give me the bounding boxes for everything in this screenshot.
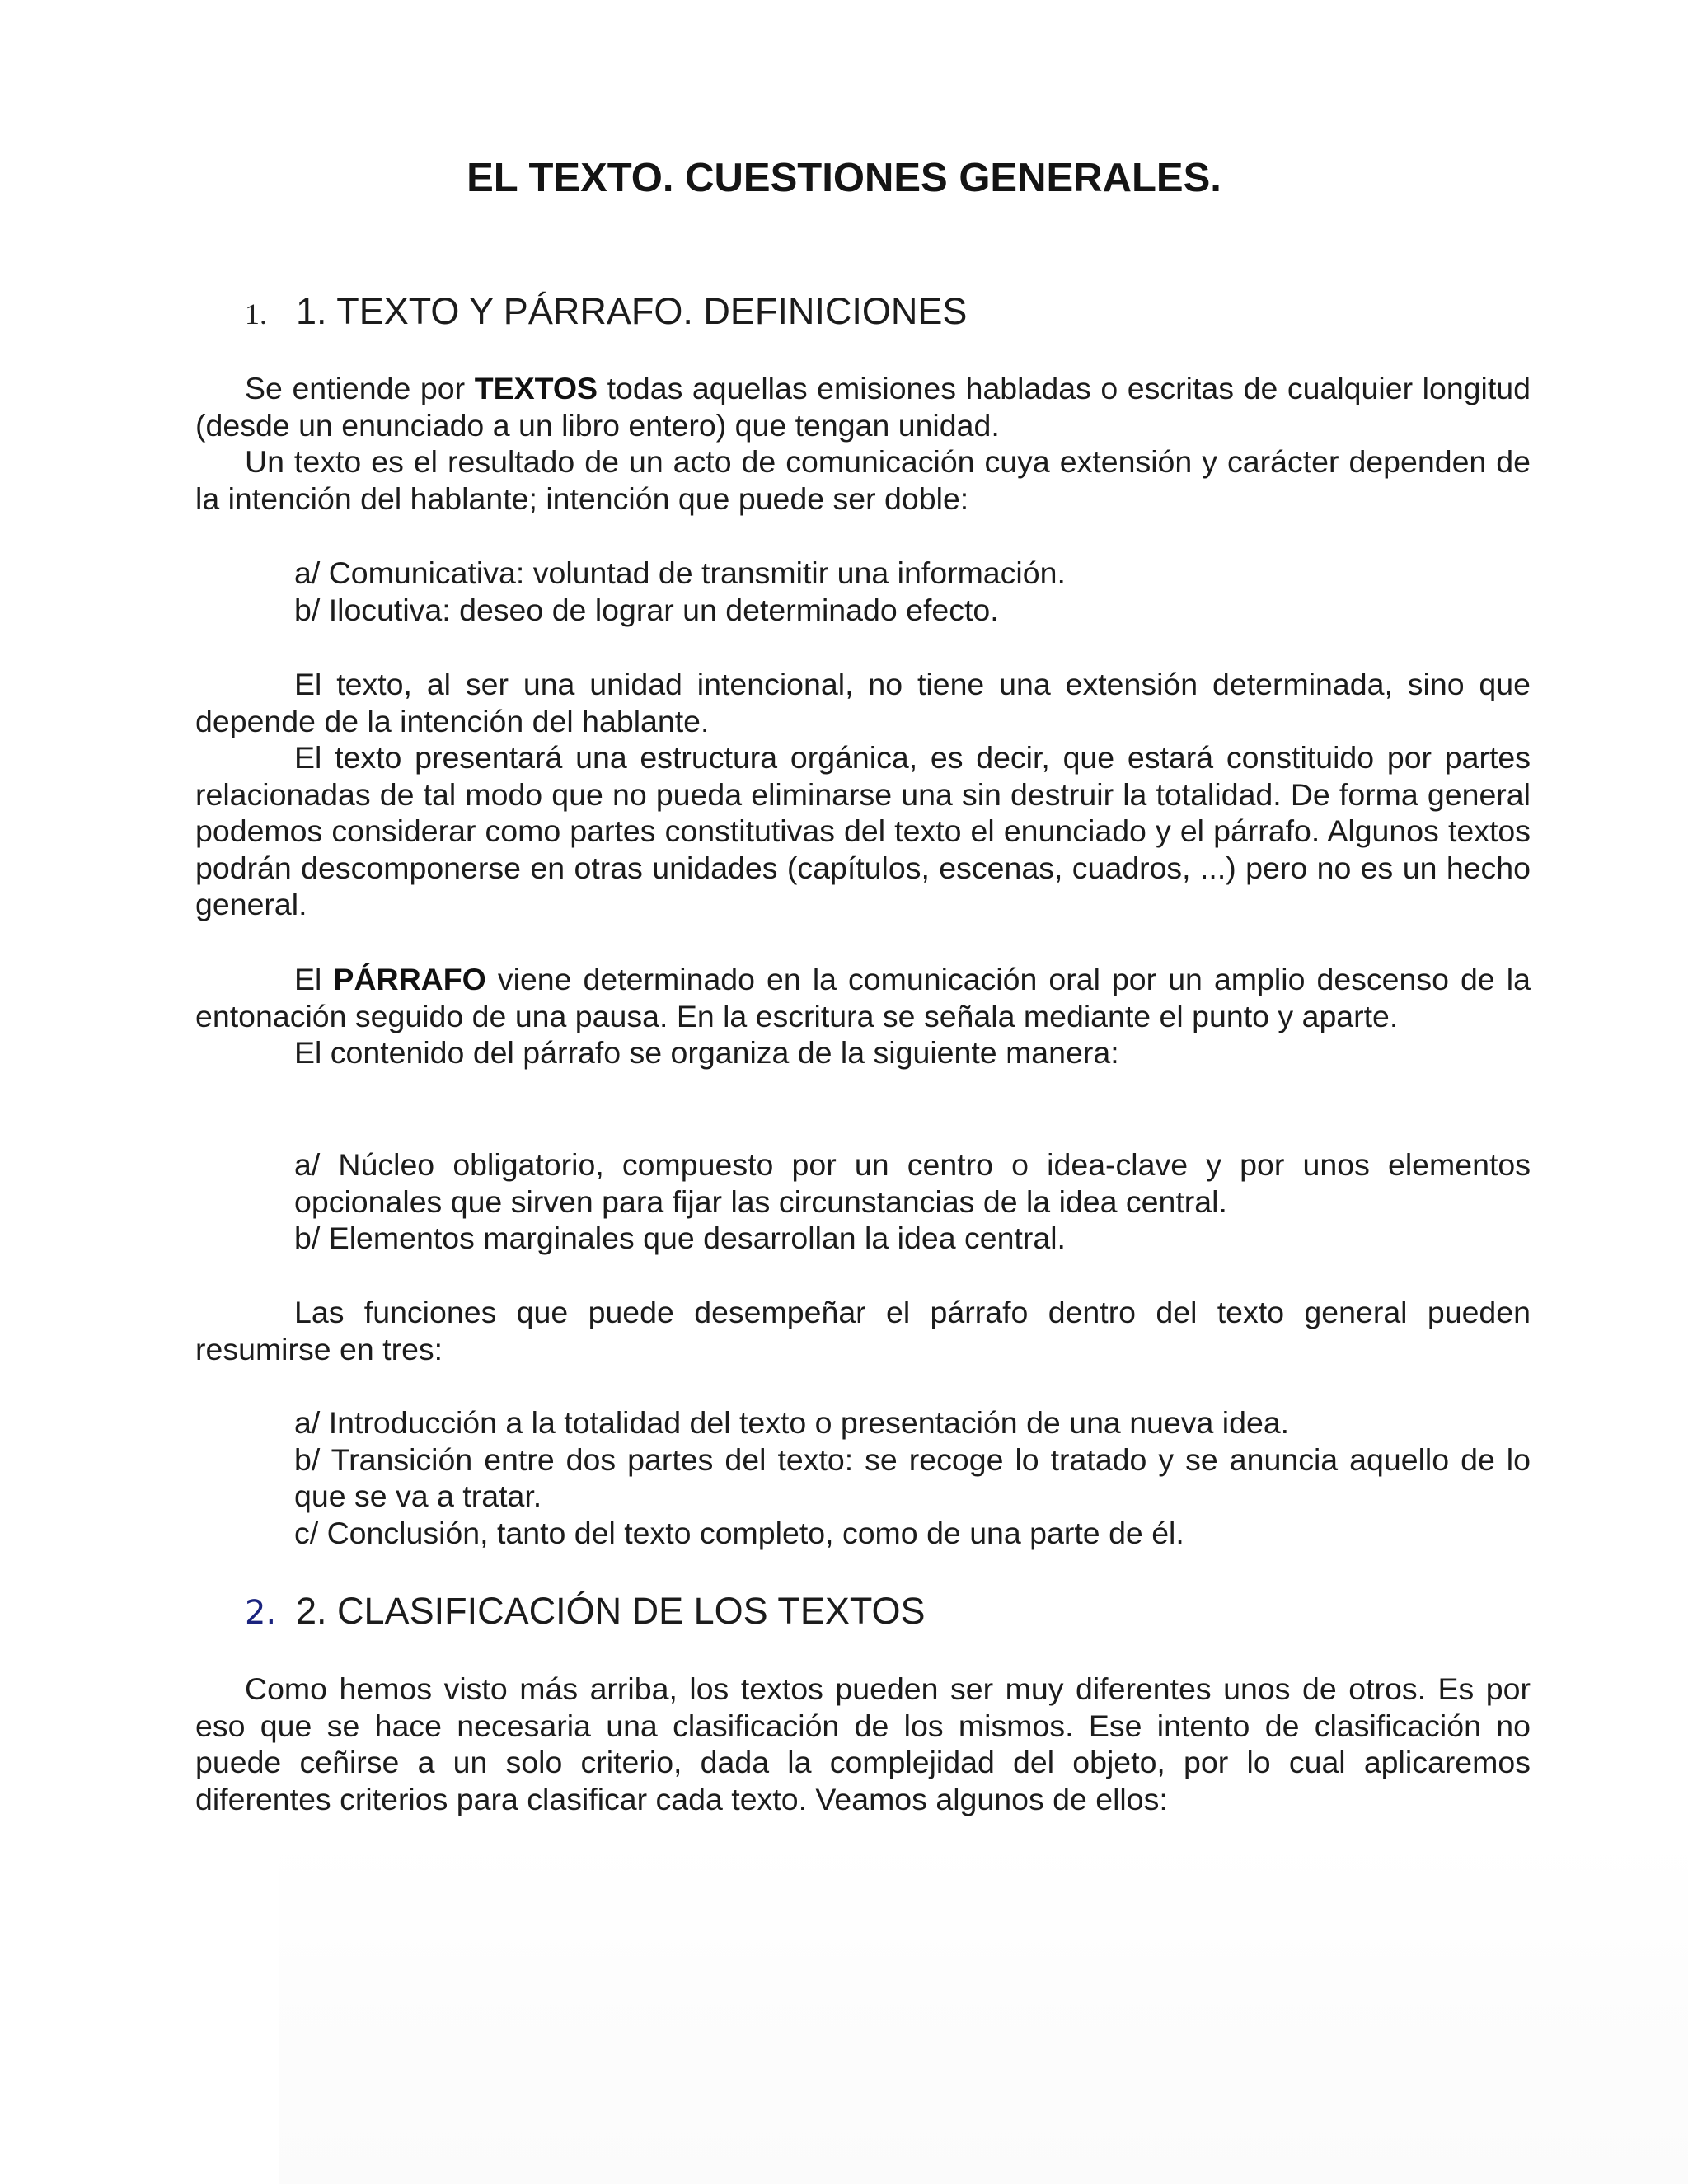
- paragraph-textos-definition: [195, 370, 1531, 443]
- intentions-list: [294, 555, 1531, 628]
- classification-block: [195, 1671, 1531, 1817]
- structure-block: [195, 666, 1531, 923]
- page-shade: [279, 1838, 1688, 2184]
- paragraph-funciones: Las funciones que puede desempeñar el párrafo dentro del texto general pueden resumirse en tres:: [195, 1295, 1531, 1366]
- paragraph-texto-resultado: Un texto es el resultado de un acto de comunicación cuya extensión y carácter dependen de la intención del hablante; intención que puede ser doble:: [195, 444, 1531, 516]
- paragraph-unidad-intencional: El texto, al ser una unidad intencional, no tiene una extensión determinada, sino que depende de la intención del hablante.: [195, 667, 1531, 738]
- content-list: [294, 1146, 1531, 1257]
- list-item: b/ Transición entre dos partes del texto: se recoge lo tratado y se anuncia aquello de lo que se va a tratar.: [294, 1441, 1531, 1513]
- list-item: b/ Ilocutiva: deseo de lograr un determinado efecto.: [294, 592, 999, 627]
- list-item: a/ Núcleo obligatorio, compuesto por un centro o idea-clave y por unos elementos opcionales que sirven para fijar las circunstancias de la idea central.: [294, 1147, 1531, 1219]
- section-1-heading: [245, 290, 967, 333]
- term-parrafo: PÁRRAFO: [333, 962, 486, 996]
- parrafo-block: [195, 961, 1531, 1071]
- functions-list: [294, 1404, 1531, 1551]
- intro-text-post: todas aquellas emisiones habladas o escritas de cualquier longitud (desde un enunciado a un libro entero) que tengan unidad.: [195, 371, 1531, 443]
- term-textos: TEXTOS: [474, 371, 598, 405]
- parrafo-text-post: viene determinado en la comunicación oral por un amplio descenso de la entonación seguido de una pausa. En la escritura se señala mediante el punto y aparte.: [195, 962, 1531, 1033]
- intro-block: [195, 370, 1531, 517]
- functions-block: [195, 1294, 1531, 1367]
- paragraph-parrafo-definition: [195, 961, 1531, 1034]
- section-2-heading-text: 2. CLASIFICACIÓN DE LOS TEXTOS: [296, 1590, 926, 1632]
- section-1-number: 1.: [245, 298, 267, 330]
- list-item: a/ Comunicativa: voluntad de transmitir una información.: [294, 555, 1066, 590]
- section-1-heading-text: 1. TEXTO Y PÁRRAFO. DEFINICIONES: [296, 290, 968, 332]
- list-item: c/ Conclusión, tanto del texto completo, como de una parte de él.: [294, 1515, 1184, 1550]
- section-2-heading: [245, 1590, 926, 1633]
- paragraph-clasificacion: Como hemos visto más arriba, los textos pueden ser muy diferentes unos de otros. Es por eso que se hace necesaria una clasificación de los mismos. Ese intento de clasificación no puede ceñirse a un solo criterio, dada la complejidad del objeto, por lo cual aplicaremos diferentes criterios para clasificar cada texto. Veamos algunos de ellos:: [195, 1671, 1531, 1816]
- intro-text-pre: Se entiende por: [245, 371, 475, 405]
- parrafo-text-pre: El: [294, 962, 334, 996]
- page-title: EL TEXTO. CUESTIONES GENERALES.: [467, 156, 1221, 200]
- paragraph-contenido-parrafo: El contenido del párrafo se organiza de la siguiente manera:: [294, 1035, 1119, 1070]
- section-2-number: 2.: [245, 1594, 277, 1632]
- paragraph-estructura-organica: El texto presentará una estructura orgánica, es decir, que estará constituido por partes relacionadas de tal modo que no pueda eliminarse una sin destruir la totalidad. De forma general podemos considerar como partes constitutivas del texto el enunciado y el párrafo. Algunos textos podrán descomponerse en otras unidades (capítulos, escenas, cuadros, ...) pero no es un hecho general.: [195, 740, 1531, 921]
- list-item: a/ Introducción a la totalidad del texto o presentación de una nueva idea.: [294, 1405, 1290, 1440]
- list-item: b/ Elementos marginales que desarrollan la idea central.: [294, 1221, 1066, 1255]
